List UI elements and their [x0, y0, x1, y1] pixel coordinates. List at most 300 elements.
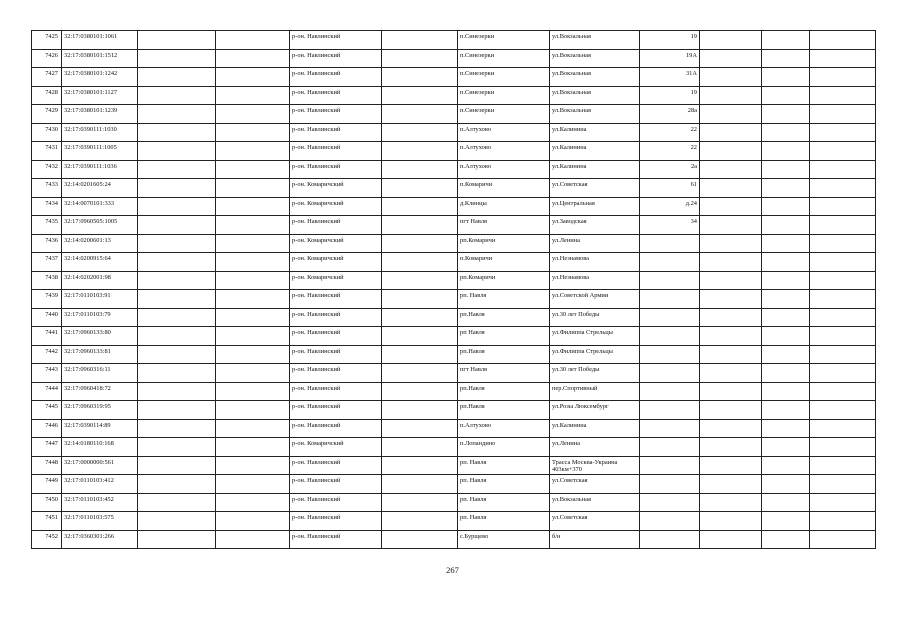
empty-cell: [216, 438, 290, 457]
locality: п.Синезерки: [458, 86, 550, 105]
empty-cell: [382, 253, 458, 272]
table-row: [32, 105, 876, 124]
empty-cell: [762, 475, 810, 494]
building-number: [640, 345, 700, 364]
table-row: [32, 364, 876, 383]
district: р-он. Навлинский: [290, 327, 382, 346]
empty-cell: [810, 512, 876, 531]
empty-cell: [216, 456, 290, 475]
empty-cell: [382, 123, 458, 142]
locality: рп.Комаричи: [458, 271, 550, 290]
district: р-он. Комаричский: [290, 438, 382, 457]
empty-cell: [138, 382, 216, 401]
row-number: 7431: [32, 142, 62, 161]
building-number: 61: [640, 179, 700, 198]
empty-cell: [700, 49, 762, 68]
street: ул.Калинина: [550, 142, 640, 161]
empty-cell: [138, 160, 216, 179]
empty-cell: [762, 512, 810, 531]
street: ул.Филиппа Стрельцы: [550, 327, 640, 346]
building-number: 22: [640, 142, 700, 161]
building-number: [640, 234, 700, 253]
empty-cell: [700, 456, 762, 475]
empty-cell: [138, 49, 216, 68]
empty-cell: [762, 86, 810, 105]
cadastral-number: 32:17:0960133:80: [62, 327, 138, 346]
empty-cell: [382, 493, 458, 512]
table-row: [32, 216, 876, 235]
building-number: 19: [640, 31, 700, 50]
table-row: [32, 493, 876, 512]
table-row: [32, 290, 876, 309]
empty-cell: [700, 290, 762, 309]
table-row: [32, 179, 876, 198]
table-row: [32, 456, 876, 475]
empty-cell: [762, 271, 810, 290]
building-number: [640, 512, 700, 531]
street: ул.Вокзальная: [550, 31, 640, 50]
street: ул.Советской Армии: [550, 290, 640, 309]
empty-cell: [810, 308, 876, 327]
street: ул.Вокзальная: [550, 86, 640, 105]
locality: рп.Навля: [458, 401, 550, 420]
empty-cell: [382, 68, 458, 87]
register-table: [31, 30, 876, 549]
cadastral-number: 32:17:0390111:1005: [62, 142, 138, 161]
cadastral-number: 32:17:0390111:1036: [62, 160, 138, 179]
district: р-он. Навлинский: [290, 160, 382, 179]
empty-cell: [216, 253, 290, 272]
cadastral-number: 32:17:0960505:1005: [62, 216, 138, 235]
empty-cell: [762, 179, 810, 198]
empty-cell: [382, 382, 458, 401]
empty-cell: [700, 271, 762, 290]
empty-cell: [700, 493, 762, 512]
table-row: [32, 234, 876, 253]
table-row: [32, 327, 876, 346]
table-row: [32, 308, 876, 327]
locality: рп.Навля: [458, 308, 550, 327]
table-row: [32, 160, 876, 179]
empty-cell: [382, 31, 458, 50]
empty-cell: [810, 86, 876, 105]
row-number: 7430: [32, 123, 62, 142]
street: ул.Калинина: [550, 123, 640, 142]
table-row: [32, 253, 876, 272]
street: ул.Филиппа Стрельцы: [550, 345, 640, 364]
cadastral-number: 32:14:0202001:98: [62, 271, 138, 290]
empty-cell: [216, 419, 290, 438]
cadastral-number: 32:17:0110103:412: [62, 475, 138, 494]
empty-cell: [762, 493, 810, 512]
empty-cell: [138, 364, 216, 383]
empty-cell: [810, 68, 876, 87]
district: р-он. Навлинский: [290, 68, 382, 87]
empty-cell: [216, 308, 290, 327]
empty-cell: [762, 382, 810, 401]
empty-cell: [810, 179, 876, 198]
locality: п.Алтухово: [458, 419, 550, 438]
empty-cell: [700, 308, 762, 327]
locality: рп. Навля: [458, 493, 550, 512]
empty-cell: [810, 364, 876, 383]
empty-cell: [216, 160, 290, 179]
row-number: 7428: [32, 86, 62, 105]
row-number: 7437: [32, 253, 62, 272]
building-number: [640, 271, 700, 290]
empty-cell: [216, 327, 290, 346]
street: ул.Вокзальная: [550, 49, 640, 68]
cadastral-number: 32:17:0110103:575: [62, 512, 138, 531]
empty-cell: [700, 253, 762, 272]
building-number: [640, 364, 700, 383]
empty-cell: [382, 197, 458, 216]
district: р-он. Навлинский: [290, 216, 382, 235]
empty-cell: [762, 142, 810, 161]
district: р-он. Навлинский: [290, 49, 382, 68]
cadastral-number: 32:17:0380101:1127: [62, 86, 138, 105]
empty-cell: [382, 438, 458, 457]
cadastral-number: 32:17:0380101:1239: [62, 105, 138, 124]
empty-cell: [216, 530, 290, 549]
locality: п.Синезерки: [458, 105, 550, 124]
empty-cell: [216, 49, 290, 68]
cadastral-number: 32:14:0201605:24: [62, 179, 138, 198]
empty-cell: [810, 123, 876, 142]
empty-cell: [138, 31, 216, 50]
empty-cell: [382, 327, 458, 346]
building-number: [640, 327, 700, 346]
district: р-он. Навлинский: [290, 493, 382, 512]
row-number: 7443: [32, 364, 62, 383]
empty-cell: [216, 105, 290, 124]
building-number: 28а: [640, 105, 700, 124]
empty-cell: [382, 142, 458, 161]
district: р-он. Навлинский: [290, 308, 382, 327]
locality: рп.Навля: [458, 345, 550, 364]
street: б/н: [550, 530, 640, 549]
row-number: 7439: [32, 290, 62, 309]
empty-cell: [382, 49, 458, 68]
cadastral-number: 32:17:0960319:95: [62, 401, 138, 420]
empty-cell: [216, 475, 290, 494]
building-number: д.24: [640, 197, 700, 216]
locality: п.Лопандино: [458, 438, 550, 457]
cadastral-number: 32:17:0110103:79: [62, 308, 138, 327]
empty-cell: [762, 105, 810, 124]
empty-cell: [810, 401, 876, 420]
locality: п.Алтухово: [458, 142, 550, 161]
street: ул.Ленина: [550, 438, 640, 457]
empty-cell: [700, 142, 762, 161]
empty-cell: [138, 327, 216, 346]
row-number: 7447: [32, 438, 62, 457]
locality: п.Синезерки: [458, 31, 550, 50]
table-row: [32, 475, 876, 494]
empty-cell: [700, 105, 762, 124]
empty-cell: [762, 438, 810, 457]
locality: пгт Навля: [458, 364, 550, 383]
cadastral-number: 32:17:0960133:81: [62, 345, 138, 364]
empty-cell: [138, 86, 216, 105]
empty-cell: [810, 31, 876, 50]
empty-cell: [700, 401, 762, 420]
empty-cell: [762, 216, 810, 235]
district: р-он. Навлинский: [290, 530, 382, 549]
street: ул.Вокзальная: [550, 493, 640, 512]
empty-cell: [382, 530, 458, 549]
building-number: 19А: [640, 49, 700, 68]
empty-cell: [762, 234, 810, 253]
empty-cell: [810, 382, 876, 401]
building-number: [640, 382, 700, 401]
empty-cell: [700, 475, 762, 494]
table-row: [32, 345, 876, 364]
locality: рп Навля: [458, 327, 550, 346]
locality: п.Алтухово: [458, 160, 550, 179]
empty-cell: [810, 216, 876, 235]
street: ул.30 лет Победы: [550, 308, 640, 327]
empty-cell: [700, 86, 762, 105]
cadastral-number: 32:14:0180110:168: [62, 438, 138, 457]
empty-cell: [810, 345, 876, 364]
empty-cell: [810, 290, 876, 309]
row-number: 7448: [32, 456, 62, 475]
empty-cell: [138, 179, 216, 198]
district: р-он. Навлинский: [290, 105, 382, 124]
locality: п.Комаричи: [458, 253, 550, 272]
street: ул.Вокзальная: [550, 68, 640, 87]
empty-cell: [216, 512, 290, 531]
empty-cell: [810, 419, 876, 438]
building-number: 19: [640, 86, 700, 105]
row-number: 7434: [32, 197, 62, 216]
cadastral-number: 32:17:0110103:91: [62, 290, 138, 309]
table-row: [32, 419, 876, 438]
locality: рп.Навля: [458, 382, 550, 401]
empty-cell: [138, 290, 216, 309]
empty-cell: [700, 438, 762, 457]
empty-cell: [382, 160, 458, 179]
district: р-он. Навлинский: [290, 345, 382, 364]
row-number: 7436: [32, 234, 62, 253]
table-row: [32, 438, 876, 457]
row-number: 7440: [32, 308, 62, 327]
empty-cell: [762, 456, 810, 475]
cadastral-number: 32:17:0960418:72: [62, 382, 138, 401]
empty-cell: [762, 31, 810, 50]
table-row: [32, 382, 876, 401]
table-row: [32, 530, 876, 549]
empty-cell: [762, 160, 810, 179]
empty-cell: [382, 345, 458, 364]
empty-cell: [762, 49, 810, 68]
empty-cell: [216, 68, 290, 87]
table-row: [32, 68, 876, 87]
empty-cell: [700, 512, 762, 531]
empty-cell: [700, 216, 762, 235]
empty-cell: [138, 345, 216, 364]
empty-cell: [216, 382, 290, 401]
empty-cell: [700, 364, 762, 383]
locality: рп. Навля: [458, 475, 550, 494]
empty-cell: [382, 105, 458, 124]
locality: п.Синезерки: [458, 49, 550, 68]
empty-cell: [216, 179, 290, 198]
empty-cell: [762, 123, 810, 142]
street: ул.30 лет Победы: [550, 364, 640, 383]
street: ул.Вокзальная: [550, 105, 640, 124]
row-number: 7444: [32, 382, 62, 401]
row-number: 7452: [32, 530, 62, 549]
cadastral-number: 32:17:0360301:266: [62, 530, 138, 549]
empty-cell: [138, 456, 216, 475]
empty-cell: [138, 271, 216, 290]
empty-cell: [700, 123, 762, 142]
empty-cell: [216, 290, 290, 309]
building-number: 34: [640, 216, 700, 235]
cadastral-number: 32:14:0200601:13: [62, 234, 138, 253]
empty-cell: [700, 419, 762, 438]
district: р-он. Навлинский: [290, 456, 382, 475]
empty-cell: [700, 234, 762, 253]
empty-cell: [810, 234, 876, 253]
street: ул.Незнамова: [550, 271, 640, 290]
empty-cell: [216, 31, 290, 50]
empty-cell: [138, 308, 216, 327]
row-number: 7429: [32, 105, 62, 124]
empty-cell: [762, 253, 810, 272]
table-row: [32, 123, 876, 142]
register-table-container: [31, 30, 875, 549]
building-number: [640, 530, 700, 549]
row-number: 7441: [32, 327, 62, 346]
cadastral-number: 32:17:0390111:1030: [62, 123, 138, 142]
empty-cell: [138, 197, 216, 216]
empty-cell: [762, 401, 810, 420]
locality: пгт Навля: [458, 216, 550, 235]
table-row: [32, 86, 876, 105]
empty-cell: [382, 456, 458, 475]
empty-cell: [216, 216, 290, 235]
row-number: 7451: [32, 512, 62, 531]
empty-cell: [700, 68, 762, 87]
empty-cell: [138, 493, 216, 512]
locality: рп. Навля: [458, 456, 550, 475]
locality: рп. Навля: [458, 290, 550, 309]
building-number: [640, 419, 700, 438]
district: р-он. Навлинский: [290, 31, 382, 50]
row-number: 7446: [32, 419, 62, 438]
building-number: [640, 308, 700, 327]
empty-cell: [382, 290, 458, 309]
district: р-он. Навлинский: [290, 401, 382, 420]
empty-cell: [762, 327, 810, 346]
empty-cell: [810, 475, 876, 494]
empty-cell: [216, 234, 290, 253]
empty-cell: [382, 401, 458, 420]
empty-cell: [382, 512, 458, 531]
empty-cell: [762, 197, 810, 216]
street: пер.Спортивный: [550, 382, 640, 401]
empty-cell: [216, 271, 290, 290]
empty-cell: [382, 179, 458, 198]
cadastral-number: 32:17:0380101:1512: [62, 49, 138, 68]
building-number: [640, 493, 700, 512]
row-number: 7450: [32, 493, 62, 512]
empty-cell: [700, 31, 762, 50]
street: ул.Советская: [550, 179, 640, 198]
empty-cell: [216, 493, 290, 512]
empty-cell: [700, 179, 762, 198]
building-number: 2а: [640, 160, 700, 179]
district: р-он. Навлинский: [290, 86, 382, 105]
empty-cell: [700, 160, 762, 179]
empty-cell: [138, 123, 216, 142]
empty-cell: [700, 530, 762, 549]
locality: д.Клинцы: [458, 197, 550, 216]
street: ул.Советская: [550, 475, 640, 494]
empty-cell: [762, 290, 810, 309]
empty-cell: [216, 86, 290, 105]
locality: рп.Комаричи: [458, 234, 550, 253]
empty-cell: [810, 327, 876, 346]
empty-cell: [762, 345, 810, 364]
empty-cell: [762, 308, 810, 327]
empty-cell: [382, 475, 458, 494]
empty-cell: [762, 530, 810, 549]
street: ул.Заводская: [550, 216, 640, 235]
row-number: 7432: [32, 160, 62, 179]
table-row: [32, 31, 876, 50]
empty-cell: [700, 345, 762, 364]
locality: рп. Навля: [458, 512, 550, 531]
empty-cell: [810, 493, 876, 512]
row-number: 7425: [32, 31, 62, 50]
street: ул.Центральная: [550, 197, 640, 216]
locality: п.Синезерки: [458, 68, 550, 87]
cadastral-number: 32:17:0960316:11: [62, 364, 138, 383]
cadastral-number: 32:17:0110103:452: [62, 493, 138, 512]
building-number: [640, 438, 700, 457]
empty-cell: [138, 68, 216, 87]
cadastral-number: 32:17:0000000:561: [62, 456, 138, 475]
district: р-он. Навлинский: [290, 142, 382, 161]
empty-cell: [382, 86, 458, 105]
empty-cell: [810, 456, 876, 475]
empty-cell: [700, 327, 762, 346]
table-row: [32, 197, 876, 216]
district: р-он. Навлинский: [290, 290, 382, 309]
district: р-он. Комаричский: [290, 234, 382, 253]
street: ул.Ленина: [550, 234, 640, 253]
district: р-он. Комаричский: [290, 253, 382, 272]
building-number: 31А: [640, 68, 700, 87]
street: ул.Советская: [550, 512, 640, 531]
district: р-он. Комаричский: [290, 271, 382, 290]
row-number: 7435: [32, 216, 62, 235]
locality: с.Бурщево: [458, 530, 550, 549]
row-number: 7426: [32, 49, 62, 68]
empty-cell: [138, 234, 216, 253]
district: р-он. Комаричский: [290, 197, 382, 216]
row-number: 7433: [32, 179, 62, 198]
row-number: 7449: [32, 475, 62, 494]
row-number: 7427: [32, 68, 62, 87]
district: р-он. Навлинский: [290, 419, 382, 438]
building-number: [640, 253, 700, 272]
empty-cell: [138, 512, 216, 531]
